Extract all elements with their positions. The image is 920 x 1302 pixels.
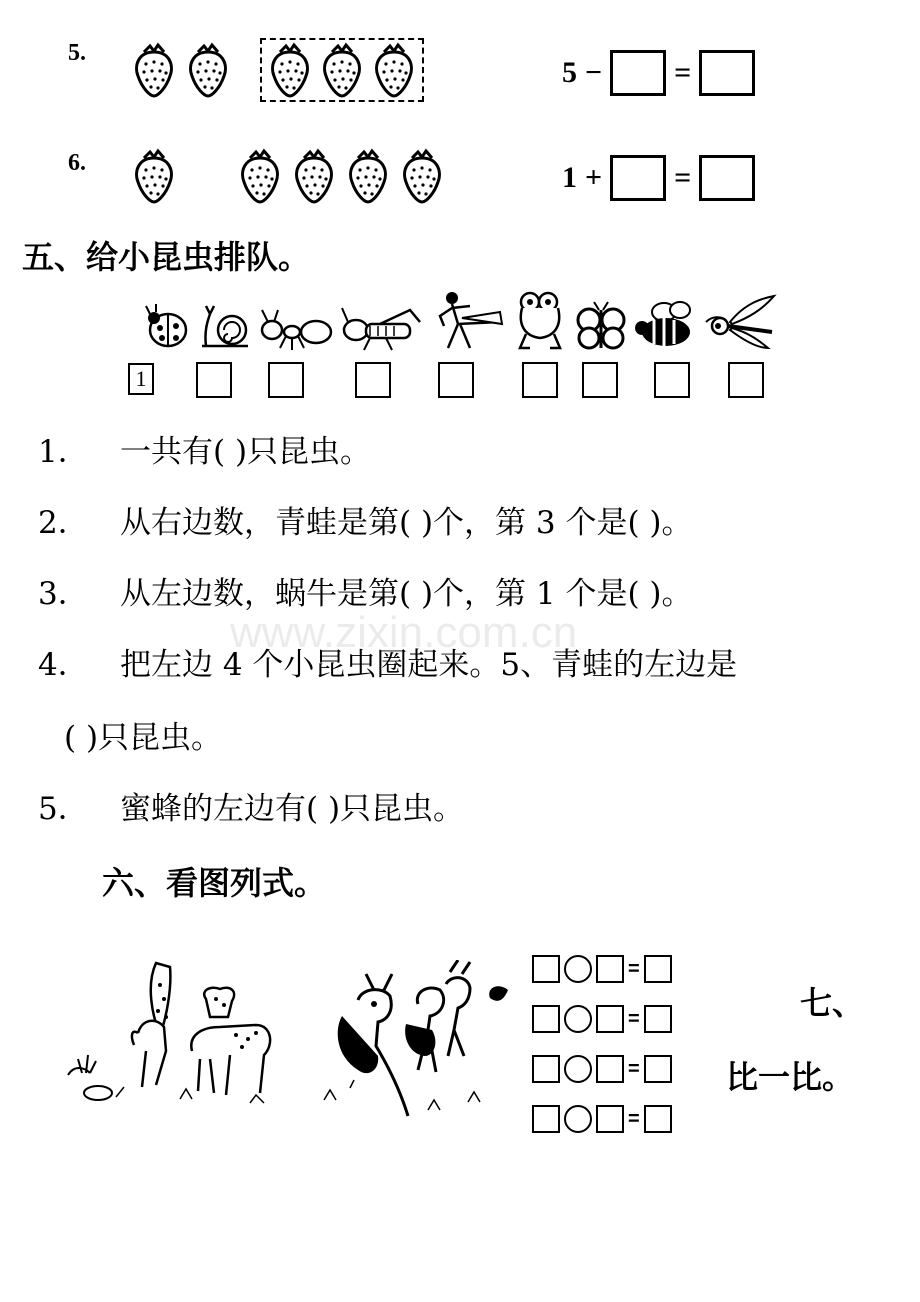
formula-box[interactable] bbox=[596, 1105, 624, 1133]
ladybug-icon bbox=[142, 300, 192, 352]
strawberry-icon bbox=[370, 42, 418, 98]
rank-box-1[interactable] bbox=[128, 363, 154, 395]
formula-box[interactable] bbox=[532, 1005, 560, 1033]
formula-box[interactable] bbox=[644, 1105, 672, 1133]
question-5-number: 5. bbox=[68, 40, 86, 66]
question-text: 蜜蜂的左边有( )只昆虫。 bbox=[120, 791, 465, 827]
q6-equation bbox=[562, 155, 755, 201]
question-number: 4． bbox=[38, 647, 89, 683]
rank-box[interactable] bbox=[355, 362, 391, 398]
snail-icon bbox=[198, 300, 252, 352]
question-text: 从左边数，蜗牛是第( )个，第 1 个是( )。 bbox=[120, 576, 693, 612]
formula-box[interactable] bbox=[596, 1005, 624, 1033]
rank-box[interactable] bbox=[728, 362, 764, 398]
eq-operand: 5 bbox=[562, 56, 577, 89]
watermark: www.zixin.com.cn bbox=[230, 608, 578, 657]
strawberry-icon bbox=[344, 148, 392, 204]
question-number: 3． bbox=[38, 576, 89, 612]
question-text: 一共有( )只昆虫。 bbox=[120, 434, 372, 470]
dragonfly-icon bbox=[702, 292, 778, 352]
answer-box[interactable] bbox=[699, 155, 755, 201]
dashed-group bbox=[260, 38, 424, 102]
question-number: 5． bbox=[38, 791, 89, 827]
answer-box[interactable] bbox=[610, 155, 666, 201]
strawberry-icon bbox=[266, 42, 314, 98]
rank-box[interactable] bbox=[654, 362, 690, 398]
strawberry-icon bbox=[236, 148, 284, 204]
question-line bbox=[38, 568, 693, 613]
eq-operator: + bbox=[585, 161, 603, 194]
question-text: 从右边数，青蛙是第( )个，第 3 个是( )。 bbox=[120, 505, 693, 541]
strawberry-icon bbox=[130, 148, 178, 204]
operator-circle[interactable] bbox=[564, 1005, 592, 1033]
strawberry-icon bbox=[398, 148, 446, 204]
operator-circle[interactable] bbox=[564, 955, 592, 983]
question-line bbox=[38, 497, 693, 542]
rank-box-label: 1 bbox=[128, 363, 154, 395]
equals-sign: = bbox=[628, 957, 640, 980]
strawberry-icon bbox=[318, 42, 366, 98]
formula-box[interactable] bbox=[532, 1105, 560, 1133]
deer-group-1-image bbox=[60, 955, 290, 1115]
rank-box[interactable] bbox=[522, 362, 558, 398]
formula-row bbox=[532, 952, 672, 986]
eq-equals: = bbox=[674, 56, 692, 89]
section-6-title: 六、看图列式。 bbox=[102, 864, 327, 902]
question-line bbox=[64, 712, 222, 757]
mantis-icon bbox=[430, 288, 506, 352]
rank-box[interactable] bbox=[582, 362, 618, 398]
grasshopper-icon bbox=[340, 300, 424, 352]
question-line bbox=[38, 783, 464, 828]
formula-box[interactable] bbox=[532, 955, 560, 983]
equals-sign: = bbox=[628, 1107, 640, 1130]
answer-box[interactable] bbox=[610, 50, 666, 96]
eq-equals: = bbox=[674, 161, 692, 194]
section-7-number: 七、 bbox=[800, 984, 865, 1022]
ant-icon bbox=[258, 300, 334, 352]
deer-group-2-image bbox=[318, 960, 528, 1130]
formula-box[interactable] bbox=[644, 1055, 672, 1083]
eq-operator: − bbox=[585, 56, 603, 89]
question-text: ( )只昆虫。 bbox=[64, 720, 223, 756]
q6-strawberries bbox=[130, 148, 446, 204]
operator-circle[interactable] bbox=[564, 1105, 592, 1133]
bee-icon bbox=[634, 298, 696, 352]
eq-operand: 1 bbox=[562, 161, 577, 194]
question-line bbox=[38, 426, 371, 471]
q5-strawberries bbox=[130, 38, 424, 102]
section-7-title: 比一比。 bbox=[726, 1058, 855, 1096]
frog-icon bbox=[512, 290, 568, 352]
section-5-title: 五、给小昆虫排队。 bbox=[22, 238, 311, 276]
strawberry-icon bbox=[130, 42, 178, 98]
equals-sign: = bbox=[628, 1057, 640, 1080]
formula-box[interactable] bbox=[644, 955, 672, 983]
formula-row bbox=[532, 1102, 672, 1136]
answer-box[interactable] bbox=[699, 50, 755, 96]
strawberry-icon bbox=[290, 148, 338, 204]
q5-equation bbox=[562, 50, 755, 96]
question-number: 2． bbox=[38, 505, 89, 541]
equals-sign: = bbox=[628, 1007, 640, 1030]
operator-circle[interactable] bbox=[564, 1055, 592, 1083]
formula-box[interactable] bbox=[532, 1055, 560, 1083]
rank-box[interactable] bbox=[438, 362, 474, 398]
butterfly-icon bbox=[574, 300, 628, 352]
question-6-number: 6. bbox=[68, 150, 86, 176]
question-number: 1． bbox=[38, 434, 89, 470]
rank-box[interactable] bbox=[196, 362, 232, 398]
formula-list bbox=[532, 952, 672, 1136]
strawberry-icon bbox=[184, 42, 232, 98]
formula-box[interactable] bbox=[644, 1005, 672, 1033]
formula-row bbox=[532, 1052, 672, 1086]
question-text: 把左边 4 个小昆虫圈起来。5、青蛙的左边是 bbox=[120, 647, 738, 683]
insect-row bbox=[142, 288, 778, 352]
formula-box[interactable] bbox=[596, 1055, 624, 1083]
formula-row bbox=[532, 1002, 672, 1036]
rank-box[interactable] bbox=[268, 362, 304, 398]
formula-box[interactable] bbox=[596, 955, 624, 983]
